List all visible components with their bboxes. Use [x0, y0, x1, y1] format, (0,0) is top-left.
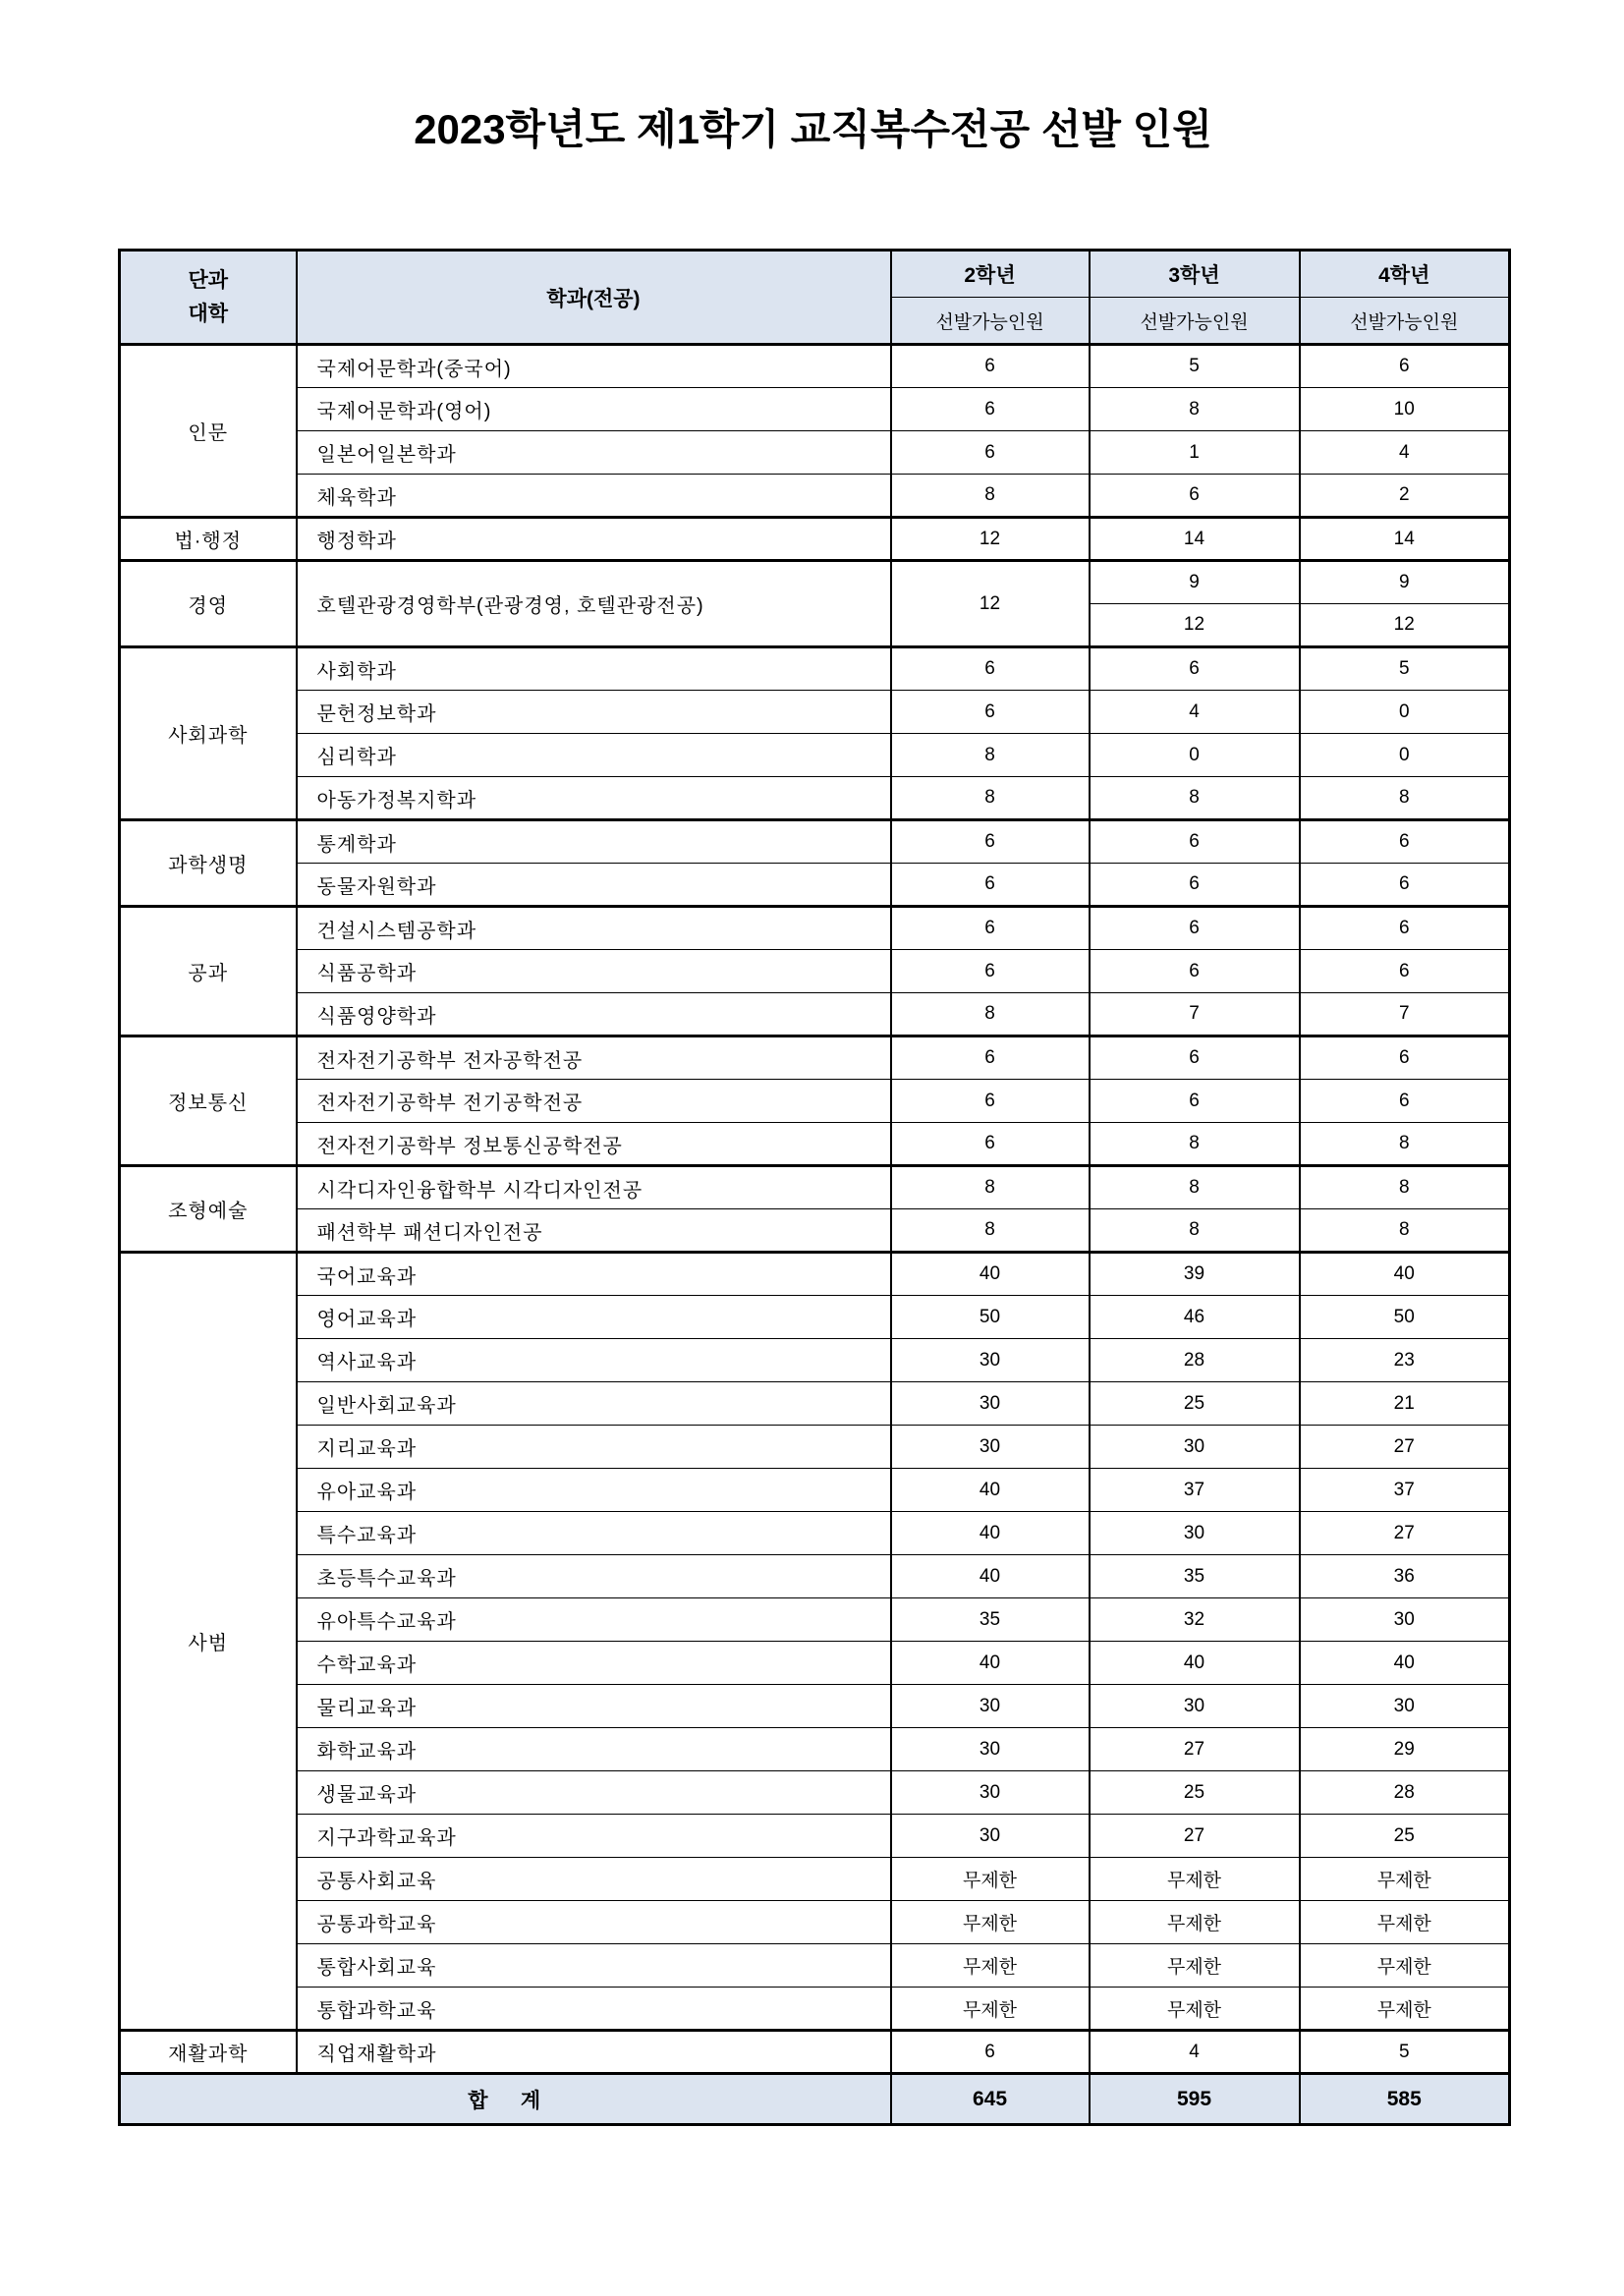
- value-cell-y3: 8: [1090, 1166, 1300, 1209]
- value-cell-y4: 무제한: [1300, 1901, 1510, 1944]
- value-cell-y4: 50: [1300, 1296, 1510, 1339]
- header-dept: 학과(전공): [297, 251, 891, 345]
- value-cell-y2: 6: [891, 950, 1090, 993]
- value-cell-y2: 30: [891, 1339, 1090, 1382]
- value-cell-y4: 6: [1300, 345, 1510, 388]
- header-row-years: [120, 251, 1510, 298]
- dept-cell: 공통사회교육: [297, 1858, 891, 1901]
- header-college-line2: 대학: [188, 302, 229, 325]
- table-row: [120, 2031, 1510, 2074]
- value-cell-y2: 12: [891, 518, 1090, 561]
- value-cell-y4: 9: [1300, 561, 1510, 604]
- value-cell-y3: 46: [1090, 1296, 1300, 1339]
- value-cell-y4: 0: [1300, 734, 1510, 777]
- table-row: [120, 820, 1510, 864]
- table-row: [120, 1253, 1510, 1296]
- value-cell-y2: 무제한: [891, 1858, 1090, 1901]
- value-cell-y3: 8: [1090, 1209, 1300, 1253]
- value-cell-y4: 5: [1300, 2031, 1510, 2074]
- value-cell-y4: 6: [1300, 1036, 1510, 1080]
- table-row: [120, 561, 1510, 604]
- total-row: [120, 2074, 1510, 2125]
- value-cell-y3: 32: [1090, 1598, 1300, 1642]
- table-row: [120, 1382, 1510, 1426]
- value-cell-y4: 21: [1300, 1382, 1510, 1426]
- dept-cell: 수학교육과: [297, 1642, 891, 1685]
- college-cell: 경영: [120, 561, 297, 647]
- dept-cell: 일반사회교육과: [297, 1382, 891, 1426]
- dept-cell: 영어교육과: [297, 1296, 891, 1339]
- value-cell-y3: 무제한: [1090, 1944, 1300, 1988]
- dept-cell: 직업재활학과: [297, 2031, 891, 2074]
- table-row: [120, 1771, 1510, 1815]
- value-cell-y4: 27: [1300, 1426, 1510, 1469]
- value-cell-y3: 1: [1090, 431, 1300, 475]
- table-row: [120, 993, 1510, 1036]
- value-cell-y2: 6: [891, 345, 1090, 388]
- value-cell-y4: 6: [1300, 907, 1510, 950]
- value-cell-y2: 50: [891, 1296, 1090, 1339]
- table-row: [120, 950, 1510, 993]
- value-cell-y2: 6: [891, 647, 1090, 691]
- value-cell-y2: 30: [891, 1685, 1090, 1728]
- value-cell-y3: 무제한: [1090, 1858, 1300, 1901]
- college-cell: 공과: [120, 907, 297, 1036]
- table-body: [120, 345, 1510, 2074]
- value-cell-y4: 36: [1300, 1555, 1510, 1598]
- value-cell-y4: 12: [1300, 604, 1510, 647]
- value-cell-y2: 무제한: [891, 1944, 1090, 1988]
- dept-cell: 유아교육과: [297, 1469, 891, 1512]
- value-cell-y2: 6: [891, 907, 1090, 950]
- value-cell-y3: 4: [1090, 691, 1300, 734]
- total-value-y2: 645: [891, 2074, 1090, 2125]
- table-row: [120, 1080, 1510, 1123]
- value-cell-y4: 0: [1300, 691, 1510, 734]
- header-year-4: 4학년: [1300, 251, 1510, 298]
- value-cell-y2: 6: [891, 2031, 1090, 2074]
- college-cell: 정보통신: [120, 1036, 297, 1166]
- value-cell-y3: 25: [1090, 1382, 1300, 1426]
- header-year-2: 2학년: [891, 251, 1090, 298]
- dept-cell: 국제어문학과(영어): [297, 388, 891, 431]
- dept-cell: 통계학과: [297, 820, 891, 864]
- dept-cell: 건설시스템공학과: [297, 907, 891, 950]
- table-row: [120, 1858, 1510, 1901]
- dept-cell: 지리교육과: [297, 1426, 891, 1469]
- dept-cell: 통합사회교육: [297, 1944, 891, 1988]
- dept-cell: 행정학과: [297, 518, 891, 561]
- value-cell-y2: 30: [891, 1815, 1090, 1858]
- table-row: [120, 1036, 1510, 1080]
- value-cell-y4: 27: [1300, 1512, 1510, 1555]
- value-cell-y3: 8: [1090, 777, 1300, 820]
- value-cell-y4: 23: [1300, 1339, 1510, 1382]
- value-cell-y4: 7: [1300, 993, 1510, 1036]
- value-cell-y2: 12: [891, 561, 1090, 647]
- table-row: [120, 1555, 1510, 1598]
- table-row: [120, 691, 1510, 734]
- value-cell-y3: 14: [1090, 518, 1300, 561]
- dept-cell: 통합과학교육: [297, 1988, 891, 2031]
- dept-cell: 공통과학교육: [297, 1901, 891, 1944]
- value-cell-y3: 6: [1090, 647, 1300, 691]
- value-cell-y2: 6: [891, 1036, 1090, 1080]
- dept-cell: 식품영양학과: [297, 993, 891, 1036]
- table-row: [120, 1512, 1510, 1555]
- value-cell-y2: 8: [891, 1209, 1090, 1253]
- dept-cell: 식품공학과: [297, 950, 891, 993]
- value-cell-y4: 6: [1300, 950, 1510, 993]
- value-cell-y3: 8: [1090, 388, 1300, 431]
- dept-cell: 전자전기공학부 전기공학전공: [297, 1080, 891, 1123]
- value-cell-y4: 40: [1300, 1253, 1510, 1296]
- value-cell-y3: 30: [1090, 1426, 1300, 1469]
- header-college: [120, 251, 297, 345]
- header-college-line1: 단과: [188, 268, 229, 292]
- value-cell-y4: 25: [1300, 1815, 1510, 1858]
- value-cell-y2: 40: [891, 1642, 1090, 1685]
- header-year-3: 3학년: [1090, 251, 1300, 298]
- dept-cell: 전자전기공학부 정보통신공학전공: [297, 1123, 891, 1166]
- dept-cell: 화학교육과: [297, 1728, 891, 1771]
- value-cell-y2: 6: [891, 431, 1090, 475]
- value-cell-y2: 무제한: [891, 1988, 1090, 2031]
- value-cell-y3: 6: [1090, 1080, 1300, 1123]
- total-value-y4: 585: [1300, 2074, 1510, 2125]
- table-row: [120, 1901, 1510, 1944]
- value-cell-y2: 30: [891, 1382, 1090, 1426]
- value-cell-y3: 6: [1090, 864, 1300, 907]
- college-cell: 재활과학: [120, 2031, 297, 2074]
- table-row: [120, 1685, 1510, 1728]
- table-row: [120, 1988, 1510, 2031]
- table-row: [120, 1944, 1510, 1988]
- table-row: [120, 1728, 1510, 1771]
- value-cell-y3: 6: [1090, 475, 1300, 518]
- dept-cell: 아동가정복지학과: [297, 777, 891, 820]
- value-cell-y2: 8: [891, 993, 1090, 1036]
- table-row: [120, 1166, 1510, 1209]
- value-cell-y2: 30: [891, 1771, 1090, 1815]
- value-cell-y3: 30: [1090, 1512, 1300, 1555]
- value-cell-y3: 27: [1090, 1728, 1300, 1771]
- table-row: [120, 518, 1510, 561]
- dept-cell: 일본어일본학과: [297, 431, 891, 475]
- dept-cell: 특수교육과: [297, 1512, 891, 1555]
- dept-cell: 체육학과: [297, 475, 891, 518]
- value-cell-y3: 6: [1090, 1036, 1300, 1080]
- table-head: [120, 251, 1510, 345]
- value-cell-y4: 8: [1300, 1123, 1510, 1166]
- dept-cell: 국어교육과: [297, 1253, 891, 1296]
- dept-cell: 동물자원학과: [297, 864, 891, 907]
- table-row: [120, 1296, 1510, 1339]
- value-cell-y4: 10: [1300, 388, 1510, 431]
- dept-cell: 심리학과: [297, 734, 891, 777]
- value-cell-y3: 6: [1090, 950, 1300, 993]
- value-cell-y2: 40: [891, 1253, 1090, 1296]
- value-cell-y2: 6: [891, 691, 1090, 734]
- table-row: [120, 777, 1510, 820]
- table-row: [120, 1469, 1510, 1512]
- value-cell-y4: 37: [1300, 1469, 1510, 1512]
- value-cell-y2: 30: [891, 1426, 1090, 1469]
- value-cell-y3: 무제한: [1090, 1988, 1300, 2031]
- value-cell-y3: 6: [1090, 907, 1300, 950]
- value-cell-y2: 40: [891, 1555, 1090, 1598]
- table-row: [120, 864, 1510, 907]
- table-row: [120, 647, 1510, 691]
- total-value-y3: 595: [1090, 2074, 1300, 2125]
- value-cell-y4: 28: [1300, 1771, 1510, 1815]
- value-cell-y2: 40: [891, 1512, 1090, 1555]
- table-row: [120, 1642, 1510, 1685]
- header-sub-2: 선발가능인원: [891, 298, 1090, 345]
- value-cell-y3: 5: [1090, 345, 1300, 388]
- dept-cell: 초등특수교육과: [297, 1555, 891, 1598]
- value-cell-y4: 8: [1300, 777, 1510, 820]
- table-foot: [120, 2074, 1510, 2125]
- value-cell-y2: 8: [891, 734, 1090, 777]
- table-row: [120, 1339, 1510, 1382]
- value-cell-y3: 25: [1090, 1771, 1300, 1815]
- value-cell-y4: 4: [1300, 431, 1510, 475]
- value-cell-y3: 28: [1090, 1339, 1300, 1382]
- college-cell: 과학생명: [120, 820, 297, 907]
- value-cell-y3: 4: [1090, 2031, 1300, 2074]
- dept-cell: 시각디자인융합학부 시각디자인전공: [297, 1166, 891, 1209]
- value-cell-y2: 무제한: [891, 1901, 1090, 1944]
- value-cell-y4: 14: [1300, 518, 1510, 561]
- table-row: [120, 1815, 1510, 1858]
- value-cell-y3: 37: [1090, 1469, 1300, 1512]
- value-cell-y3: 39: [1090, 1253, 1300, 1296]
- value-cell-y2: 6: [891, 820, 1090, 864]
- page-title: 2023학년도 제1학기 교직복수전공 선발 인원: [414, 106, 1212, 152]
- value-cell-y3: 6: [1090, 820, 1300, 864]
- value-cell-y2: 30: [891, 1728, 1090, 1771]
- selection-table: [118, 249, 1511, 2126]
- college-cell: 사회과학: [120, 647, 297, 820]
- value-cell-y4: 무제한: [1300, 1988, 1510, 2031]
- value-cell-y4: 6: [1300, 1080, 1510, 1123]
- dept-cell: 지구과학교육과: [297, 1815, 891, 1858]
- value-cell-y2: 6: [891, 388, 1090, 431]
- table-row: [120, 1209, 1510, 1253]
- table-row: [120, 907, 1510, 950]
- table-row: [120, 734, 1510, 777]
- college-cell: 인문: [120, 345, 297, 518]
- table-row: [120, 345, 1510, 388]
- value-cell-y4: 30: [1300, 1598, 1510, 1642]
- table-row: [120, 388, 1510, 431]
- value-cell-y2: 8: [891, 777, 1090, 820]
- value-cell-y4: 8: [1300, 1209, 1510, 1253]
- value-cell-y4: 5: [1300, 647, 1510, 691]
- value-cell-y2: 6: [891, 864, 1090, 907]
- value-cell-y3: 무제한: [1090, 1901, 1300, 1944]
- value-cell-y4: 6: [1300, 820, 1510, 864]
- college-cell: 조형예술: [120, 1166, 297, 1253]
- value-cell-y3: 0: [1090, 734, 1300, 777]
- table-row: [120, 1123, 1510, 1166]
- dept-cell: 사회학과: [297, 647, 891, 691]
- value-cell-y4: 6: [1300, 864, 1510, 907]
- dept-cell: 패션학부 패션디자인전공: [297, 1209, 891, 1253]
- value-cell-y4: 무제한: [1300, 1858, 1510, 1901]
- value-cell-y3: 30: [1090, 1685, 1300, 1728]
- value-cell-y4: 29: [1300, 1728, 1510, 1771]
- value-cell-y3: 7: [1090, 993, 1300, 1036]
- value-cell-y3: 8: [1090, 1123, 1300, 1166]
- value-cell-y2: 40: [891, 1469, 1090, 1512]
- value-cell-y2: 6: [891, 1080, 1090, 1123]
- header-sub-4: 선발가능인원: [1300, 298, 1510, 345]
- dept-cell: 문헌정보학과: [297, 691, 891, 734]
- dept-cell: 국제어문학과(중국어): [297, 345, 891, 388]
- value-cell-y3: 12: [1090, 604, 1300, 647]
- value-cell-y3: 27: [1090, 1815, 1300, 1858]
- value-cell-y2: 35: [891, 1598, 1090, 1642]
- table-row: [120, 475, 1510, 518]
- value-cell-y4: 무제한: [1300, 1944, 1510, 1988]
- value-cell-y3: 40: [1090, 1642, 1300, 1685]
- value-cell-y4: 2: [1300, 475, 1510, 518]
- value-cell-y4: 40: [1300, 1642, 1510, 1685]
- value-cell-y2: 6: [891, 1123, 1090, 1166]
- value-cell-y3: 35: [1090, 1555, 1300, 1598]
- dept-cell: 유아특수교육과: [297, 1598, 891, 1642]
- dept-cell: 역사교육과: [297, 1339, 891, 1382]
- header-sub-3: 선발가능인원: [1090, 298, 1300, 345]
- total-label: 합 계: [120, 2074, 891, 2125]
- college-cell: 사범: [120, 1253, 297, 2031]
- value-cell-y2: 8: [891, 475, 1090, 518]
- value-cell-y4: 8: [1300, 1166, 1510, 1209]
- value-cell-y4: 30: [1300, 1685, 1510, 1728]
- value-cell-y2: 8: [891, 1166, 1090, 1209]
- college-cell: 법·행정: [120, 518, 297, 561]
- dept-cell: 호텔관광경영학부(관광경영, 호텔관광전공): [297, 561, 891, 647]
- value-cell-y3: 9: [1090, 561, 1300, 604]
- table-row: [120, 431, 1510, 475]
- dept-cell: 물리교육과: [297, 1685, 891, 1728]
- table-row: [120, 1426, 1510, 1469]
- dept-cell: 생물교육과: [297, 1771, 891, 1815]
- dept-cell: 전자전기공학부 전자공학전공: [297, 1036, 891, 1080]
- table-row: [120, 1598, 1510, 1642]
